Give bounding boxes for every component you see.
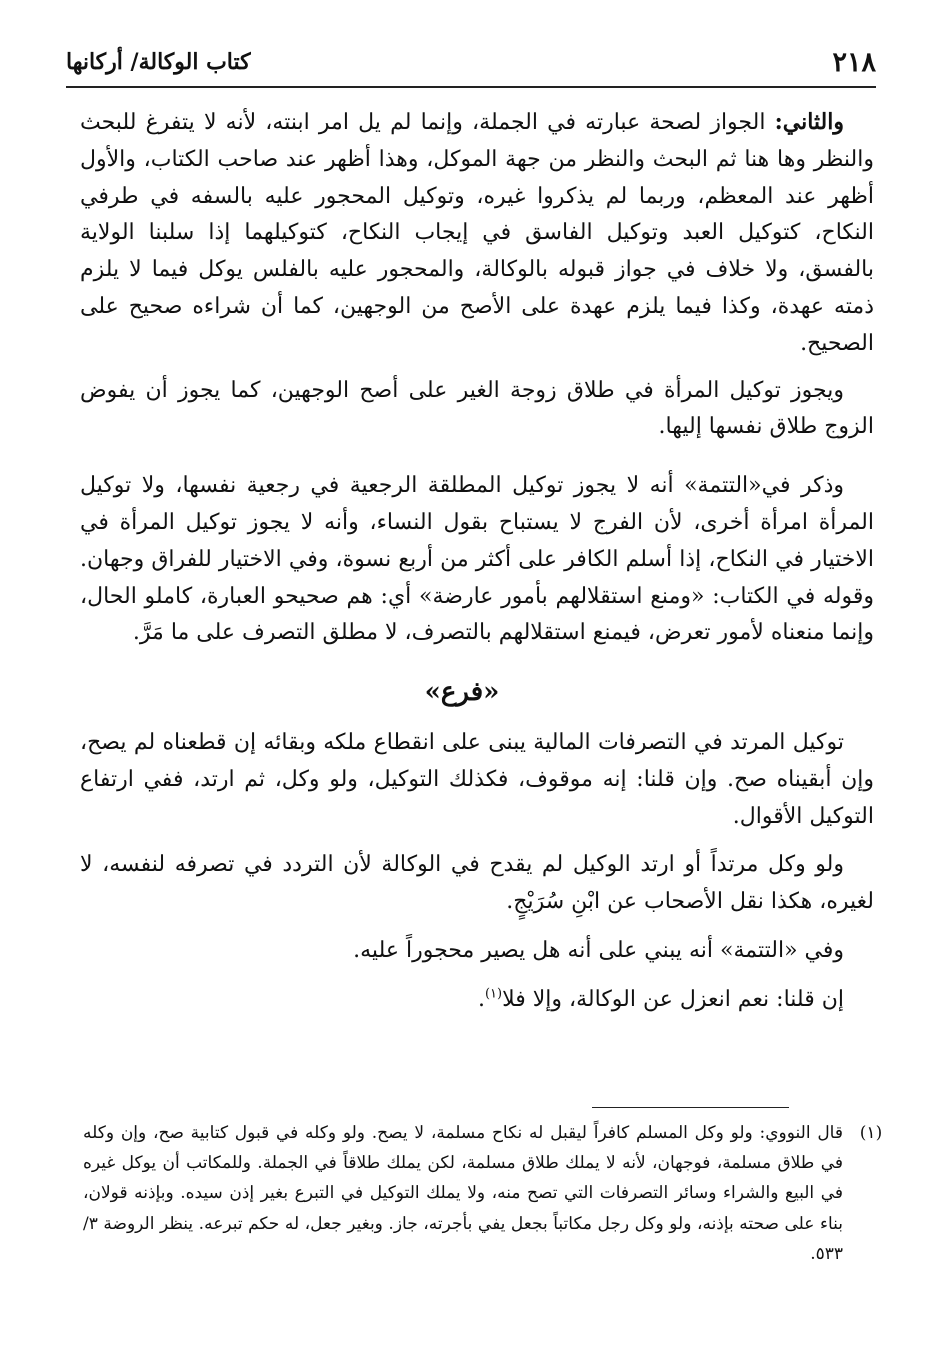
running-title: كتاب الوكالة/ أركانها [66,49,251,75]
page-number: ٢١٨ [832,46,876,78]
header-divider [66,86,876,88]
paragraph-2: ويجوز توكيل المرأة في طلاق زوجة الغير على أصح الوجهين، كما يجوز أن يفوض الزوج طلاق نفسها إليها. [80,377,874,440]
paragraph-1-text: الجواز لصحة عبارته في الجملة، وإنما لم يل امر ابنته، لأنه لا يتفرغ للبحث والنظر وها هنا ثم البحث والنظر من جهة الموكل، وهذا أظهر عند صاحب الكتاب، والأول أظهر عند المعظم، وربما لم يذكروا غيره، وتوكيل المحجور عليه بالسفه في طرفي النكاح، كتوكيل العبد وتوكيل الفاسق في إيجاب النكاح، كتوكيلهما إذا سلبنا الولاية بالفسق، ولا خلاف في جواز قبوله بالوكالة، والمحجور عليه بالفلس يوكل فيما لا يلزم ذمته عهدة، وكذا فيما يلزم عهدة على الأصح من الوجهين، كما أن شراءه صحيح على الصحيح. [80,110,874,356]
footnote-number: (١) [859,1123,883,1143]
paragraph-5: ولو وكل مرتداً أو ارتد الوكيل لم يقدح في الوكالة لأن التردد في تصرفه لنفسه، لا لغيره، هكذا نقل الأصحاب عن ابْنِ سُرَيْجٍ. [80,852,874,915]
paragraph-3: وذكر في«التتمة» أنه لا يجوز توكيل المطلقة الرجعية في رجعية نفسها، ولا توكيل المرأة امرأة أخرى، لأن الفرج لا يستباح بقول النساء، وأنه لا يجوز توكيل المرأة في الاختيار في النكاح، إذا أسلم الكافر على أكثر من أربع نسوة، وفي الاختيار للفراق وجهان. وقوله في الكتاب: «ومنع استقلالهم بأمور عارضة» أي: هم صحيحو العبارة، كاملو الحال، وإنما منعناه لأمور تعرض، فيمنع استقلالهم بالتصرف، لا مطلق التصرف على ما مَرَّ. [80,473,874,646]
paragraph-7-text: إن قلنا: نعم انعزل عن الوكالة، وإلا فلا [502,986,844,1012]
footnote [83,1118,883,1269]
footnote-text: قال النووي: ولو وكل المسلم كافراً ليقبل له نكاح مسلمة، لا يصح. ولو وكله في قبول كتابية صح، وإن وكله في طلاق مسلمة، فوجهان، لأنه لا يملك طلاق مسلمة، لكن يملك طلاقاً في الجملة. وللمكاتب أن يوكل غيره في البيع والشراء وسائر التصرفات التي تصح منه، ولا يملك التوكيل في التبرع بغير إذن سيده. وبإذنه قولان، بناء على صحته بإذنه، ولو وكل رجل مكاتباً بجعل يفي بأجرته، جاز. وبغير جعل، له حكم تبرعه. ينظر الروضة ٣/ ٥٣٣. [83,1123,843,1264]
section-heading: «فرع» [424,677,500,708]
main-text [80,104,874,1033]
paragraph-4: توكيل المرتد في التصرفات المالية يبنى على انقطاع ملكه وبقائه إن قطعناه لم يصح، وإن أبقيناه صح. وإن قلنا: إنه موقوف، فكذلك التوكيل، ولو وكل، ثم ارتد، ففي ارتفاع التوكيل الأقوال. [80,729,874,829]
paragraph-1-lead: والثاني: [774,109,844,135]
paragraph-1 [80,104,874,363]
paragraph-6: وفي «التتمة» أنه يبني على أنه هل يصير محجوراً عليه. [353,937,844,963]
paragraph-7 [80,982,874,1019]
footnote-reference: (١) [484,986,503,1002]
paragraph-7-end: . [477,986,485,1012]
page-header [66,42,876,82]
footnote-divider [592,1107,789,1108]
